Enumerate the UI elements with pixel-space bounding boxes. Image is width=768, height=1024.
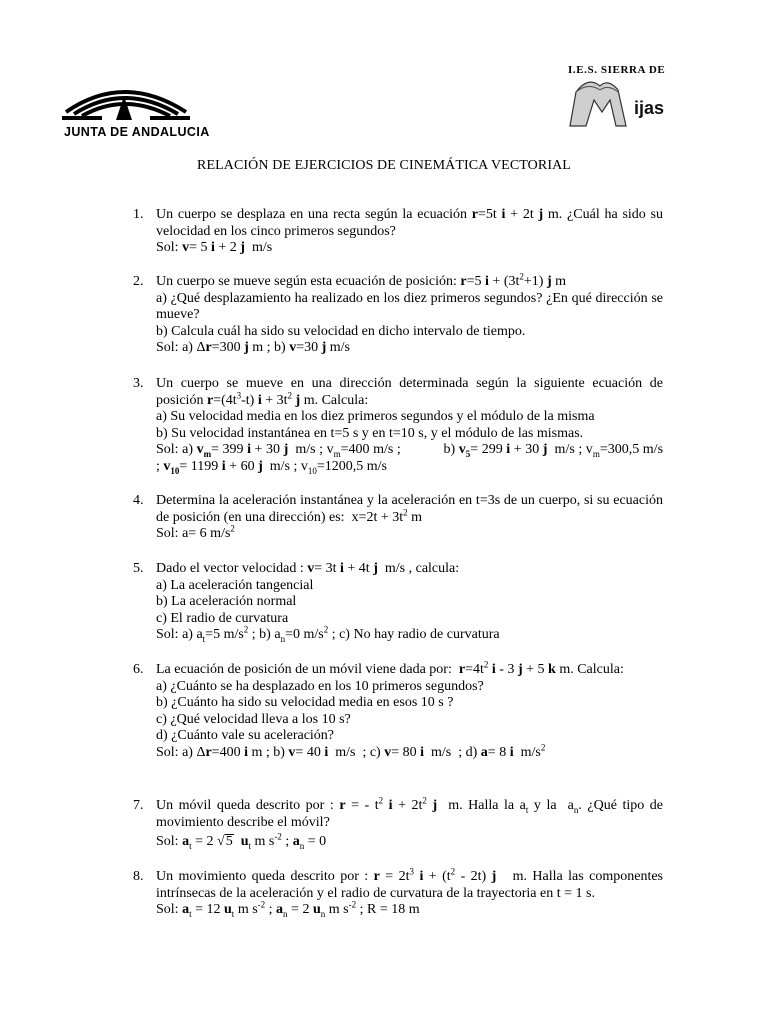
exercise-number: 3. [133,376,144,391]
school-logo-mark: ijas [634,98,665,118]
exercise-5 [133,561,663,644]
exercise-number: 7. [133,798,144,813]
exercise-number: 5. [133,561,144,576]
exercise-8 [133,866,663,919]
exercise-part-c: c) ¿Qué velocidad lleva a los 10 s? [156,711,351,727]
exercise-solution: Sol: a) $v_m= 399$ i + 30 j m/s ; $v_m=400$ m/s ; b) $v_5= 299$ i + 30 j m/s ; $v_m=300,5$ m/s ; $v_{10}= 1199$ i + 60 j m/s ; $v_{10}=1200,5$ m/s [156,442,664,476]
page-title: RELACIÓN DE EJERCICIOS DE CINEMÁTICA VECTORIAL [197,158,571,173]
exercise-part-d: d) ¿Cuánto vale su aceleración? [156,728,335,744]
exercise-statement: Un móvil queda descrito por : r = - $t^2$ $i + 2t^2$ j m. Halla la $a_t$ y la $a_n$. ¿Qué tipo de movimiento describe el móvil? [156,795,664,830]
junta-de-andalucia-logo [62,78,210,144]
exercise-solution: Sol: $a_t = 2$ √5 $u_t$ m $s^{-2}$ ; $a_n = 0$ [156,831,327,851]
junta-arcs-icon [62,78,190,128]
exercise-statement: Un movimiento queda descrito por : $r = 2t^3$ $i + (t^2 - 2t)$ j m. Halla las componentes intrínsecas de la aceleración y el radio de curvatura de la trayectoria en t = 1 s. [156,866,663,901]
exercise-statement: Dado el vector velocidad : v= 3t i + 4t j m/s , calcula: [156,561,460,576]
exercise-number: 2. [133,274,144,289]
exercise-solution: Sol: a) Δr=400 i m ; b) v= 40 i m/s ; c) v= 80 i m/s ; d) a= 8 i $m/s^2$ [156,742,546,760]
exercise-statement: Un cuerpo se mueve en una dirección determinada según la siguiente ecuación de posición $r=(4t^3-t) i + 3t^2$ j m. Calcula: [156,376,663,408]
exercise-solution: Sol: a) Δr=300 j m ; b) v=30 j m/s [156,340,351,356]
exercise-part-b: b) La aceleración normal [156,594,297,610]
exercise-number: 8. [133,869,144,884]
exercise-1 [133,207,663,257]
exercise-solution: Sol: a) $a_t=5$ $m/s^2$ ; b) $a_n=0$ $m/s^2$ ; c) No hay radio de curvatura [156,624,500,645]
exercise-number: 1. [133,207,144,222]
school-name: I.E.S. SIERRA DE [568,64,666,76]
exercise-part-b: b) Calcula cuál ha sido su velocidad en dicho intervalo de tiempo. [156,323,526,339]
exercise-solution: Sol: v= 5 i + 2 j m/s [156,240,273,256]
exercise-statement: Un cuerpo se mueve según esta ecuación de posición: r=5 $i + (3t^2+1)$ j m [156,271,566,289]
exercise-7 [133,795,664,851]
exercise-statement: Un cuerpo se desplaza en una recta según la ecuación r=5t i + 2t j m. ¿Cuál ha sido su velocidad en los cinco primeros segundos? [156,207,663,239]
exercise-part-a: a) ¿Cuánto se ha desplazado en los 10 primeros segundos? [156,678,484,694]
exercise-statement: Determina la aceleración instantánea y la aceleración en t=3s de un cuerpo, si su ecuación de posición (en una dirección) es: $x=2t + 3t^2$ m [156,493,663,525]
junta-logo-caption: JUNTA DE ANDALUCIA [64,125,210,139]
exercise-6 [133,659,663,762]
exercise-number: 4. [133,493,144,508]
exercise-part-a: a) Su velocidad media en los diez primeros segundos y el módulo de la misma [156,409,595,425]
exercise-solution: Sol: a= 6 $m/s^2$ [156,523,235,542]
exercise-4 [133,493,663,543]
exercise-number: 6. [133,662,144,677]
exercise-part-b: b) ¿Cuánto ha sido su velocidad media en esos 10 s ? [156,695,454,711]
exercise-3 [133,376,663,476]
exercise-part-b: b) Su velocidad instantánea en t=5 s y en t=10 s, y el módulo de las mismas. [156,425,584,441]
exercise-statement: La ecuación de posición de un móvil viene dada por: $r=4t^2$ i - 3 j + 5 k m. Calcula: [156,659,624,677]
exercise-solution: Sol: $a_t = 12$ $u_t$ m $s^{-2}$ ; $a_n = 2$ $u_n$ m $s^{-2}$ ; R = 18 m [156,899,420,919]
exercise-part-c: c) El radio de curvatura [156,610,289,626]
ies-sierra-de-mijas-logo [566,62,716,134]
exercise-part-a: a) ¿Qué desplazamiento ha realizado en los diez primeros segundos? ¿En qué dirección se mueve? [156,290,663,323]
exercise-2 [133,271,663,357]
exercise-part-a: a) La aceleración tangencial [156,577,314,593]
